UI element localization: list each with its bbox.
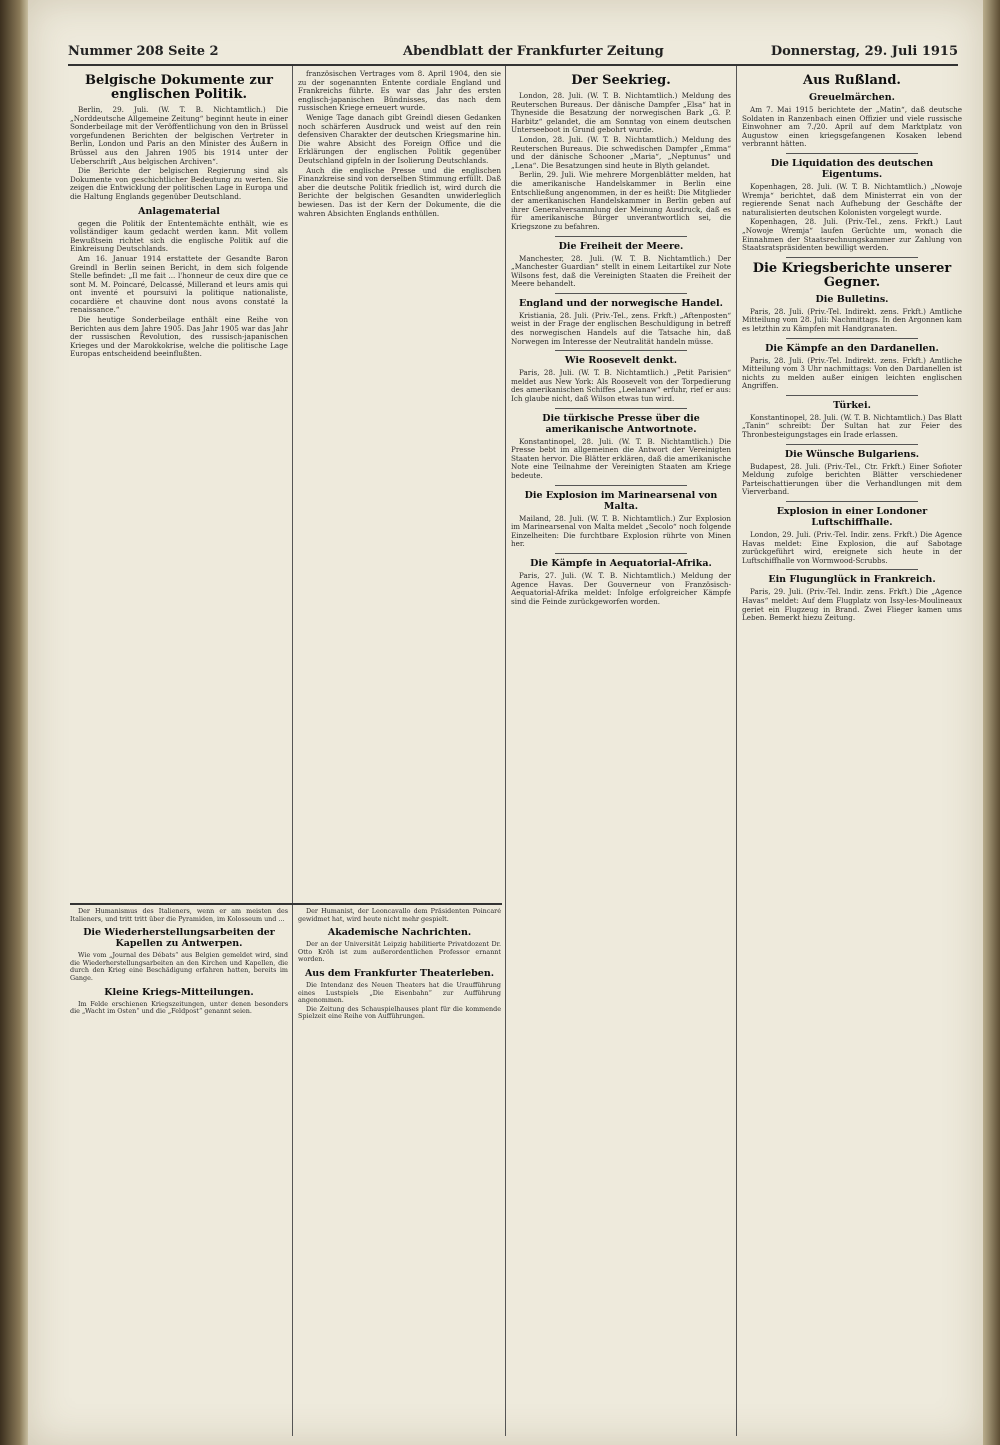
article-paragraph: Konstantinopel, 28. Juli. (W. T. B. Nichtamtlich.) Die Presse bebt im allgemeinen die Antwort der Vereinigten Staaten hervor. Die Blätter erklären, daß die amerikanische Note eine Teilnahme der Vereinigten Staaten am Kriege bedeute.	[511, 436, 731, 480]
column-rule	[505, 66, 506, 1436]
divider	[555, 293, 687, 294]
article-aus-russland	[742, 70, 962, 1380]
article-paragraph: Wenige Tage danach gibt Greindl diesen Gedanken noch schärferen Ausdruck und weist auf den rein defensiven Charakter der deutschen Kriegsmarine hin. Die wahre Absicht des Foreign Office und die Erklärungen der englischen Politik gegenüber Deutschland gipfeln in der Isolierung Deutschlands.	[298, 112, 501, 165]
column-rule	[292, 66, 293, 1436]
article-heading: Aus Rußland.	[803, 73, 901, 88]
article-paragraph: Im Felde erschienen Kriegszeitungen, unter denen besonders die „Wacht im Osten“ und die „Feldpost“ genannt seien.	[70, 999, 288, 1016]
divider	[786, 395, 918, 396]
article-subheading: Ein Flugunglück in Frankreich.	[768, 574, 936, 586]
divider	[786, 569, 918, 570]
article-paragraph: gegen die Politik der Ententemächte enthält, wie es vollständiger kaum gedacht werden kann. Mit vollem Bewußtsein richtet sich die englische Politik auf die Einkreisung Deutschlands.	[70, 218, 288, 254]
divider	[786, 501, 918, 502]
divider	[786, 257, 918, 258]
divider	[555, 485, 687, 486]
article-subheading: Die Liquidation des deutschen Eigentums.	[770, 157, 934, 180]
section-rule	[70, 903, 502, 905]
article-paragraph: Manchester, 28. Juli. (W. T. B. Nichtamtlich.) Der „Manchester Guardian“ stellt in einem Leitartikel zur Note Wilsons fest, daß die Vereinigten Staaten die Freiheit der Meere behandelt.	[511, 253, 731, 289]
article-subheading: Die Kämpfe an den Dardanellen.	[765, 342, 939, 354]
article-subheading: Die Wiederherstellungsarbeiten der Kapellen zu Antwerpen.	[83, 927, 275, 950]
article-paragraph: Die heutige Sonderbeilage enthält eine Reihe von Berichten aus dem Jahre 1905. Das Jahr 1905 war das Jahr der russischen Revolution, des russisch-japanischen Krieges und der Marokkokrise, welche die politische Lage Europas entscheidend beeinflußten.	[70, 315, 288, 359]
issue-date: Donnerstag, 29. Juli 1915	[770, 44, 958, 59]
article-subheading: Greuelmärchen.	[809, 92, 895, 103]
article-paragraph: Die Zeitung des Schauspielhauses plant für die kommende Spielzeit eine Reihe von Aufführungen.	[298, 1004, 501, 1021]
feuilleton-left	[70, 908, 288, 1378]
article-subheading: Die Freiheit der Meere.	[558, 240, 684, 252]
article-paragraph: Am 7. Mai 1915 berichtete der „Matin“, daß deutsche Soldaten in Ranzenbach einen Offizier und viele russische Einwohner am 7./20. April auf dem Marktplatz von Augustow einen kriegsgefangenen Kosaken lebend verbrannt hätten.	[742, 105, 962, 149]
article-belgische-dokumente	[70, 70, 288, 900]
article-subheading: Wie Roosevelt denkt.	[564, 355, 678, 367]
article-paragraph: Paris, 29. Juli. (Priv.-Tel. Indir. zens. Frkft.) Die „Agence Havas“ meldet: Auf dem Flugplatz von Issy-les-Moulineaux geriet ein Flugzeug in Brand. Zwei Flieger kamen ums Leben. Bemerkt hiezu Zeitung.	[742, 587, 962, 623]
divider	[555, 236, 687, 237]
article-paragraph: London, 28. Juli. (W. T. B. Nichtamtlich.) Meldung des Reuterschen Bureaus. Die schwedischen Dampfer „Emma“ und der dänische Schooner „Maria“, „Neptunus“ und „Lena“. Die Besatzungen sind heute in Blyth gelandet.	[511, 134, 731, 170]
article-subheading: Kleine Kriegs-Mitteilungen.	[104, 986, 254, 998]
page-edge	[983, 0, 1000, 1445]
divider	[786, 444, 918, 445]
article-subheading: Die türkische Presse über die amerikanische Antwortnote.	[542, 412, 700, 435]
article-paragraph: Berlin, 29. Juli. (W. T. B. Nichtamtlich.) Die „Norddeutsche Allgemeine Zeitung“ beginnt heute in einer Sonderbeilage mit der Veröffentlichung von den in Brüssel vorgefundenen Berichten der belgischen Vertreter in Berlin, London und Paris an den Minister des Äußern in Brüssel aus den Jahren 1905 bis 1914 unter der Ueberschrift „Aus belgischen Archiven“.	[70, 105, 288, 166]
article-paragraph: Der Humanismus des Italieners, wenn er am meisten des Italieners, und tritt tritt über die Pyramiden, im Kolosseum und ...	[70, 908, 288, 923]
article-heading: Der Seekrieg.	[571, 73, 671, 88]
article-paragraph: Kristiania, 28. Juli. (Priv.-Tel., zens. Frkft.) „Aftenposten“ weist in der Frage der englischen Beschuldigung in betreff des norwegischen Handels auf die Tatsache hin, daß Norwegen im Interesse der Neutralität handeln müsse.	[511, 310, 731, 346]
article-paragraph: Paris, 27. Juli. (W. T. B. Nichtamtlich.) Meldung der Agence Havas. Der Gouverneur von Französisch-Aequatorial-Afrika meldet: Infolge erfolgreicher Kämpfe sind die Feinde zurückgeworfen worden.	[511, 570, 731, 606]
divider	[786, 153, 918, 154]
article-subheading: Die Kämpfe in Aequatorial-Afrika.	[530, 557, 712, 569]
article-paragraph: Paris, 28. Juli. (Priv.-Tel. Indirekt. zens. Frkft.) Amtliche Mitteilung vom 3 Uhr nachmittags: Von den Dardanellen ist nichts zu melden außer einigen leichten englischen Angriffen.	[742, 355, 962, 391]
article-paragraph: London, 29. Juli. (Priv.-Tel. Indir. zens. Frkft.) Die Agence Havas meldet: Eine Explosion, die auf Sabotage zurückgeführt wird, ereignete sich heute in der Luftschiffhalle von Wormwood-Scrubbs.	[742, 530, 962, 565]
article-subheading: Akademische Nachrichten.	[327, 927, 472, 939]
article-paragraph: Budapest, 28. Juli. (Priv.-Tel., Ctr. Frkft.) Einer Sofioter Meldung zufolge berichten Blätter verschiedener Parteischattierungen über die Verhandlungen mit dem Vierverband.	[742, 461, 962, 497]
article-subheading: Aus dem Frankfurter Theaterleben.	[304, 967, 495, 979]
article-paragraph: Kopenhagen, 28. Juli. (W. T. B. Nichtamtlich.) „Nowoje Wremja“ berichtet, daß dem Ministerrat ein von der regierende Senat nach Aufhebung der Geschäfte der naturalisierten deutschen Kolonisten vorgelegt wurde.	[742, 181, 962, 217]
article-paragraph: Paris, 28. Juli. (W. T. B. Nichtamtlich.) „Petit Parisien“ meldet aus New York: Als Roosevelt von der Torpedierung des amerikanischen Schiffes „Leelanaw“ erfuhr, rief er aus: Ich glaube nicht, daß Wilson etwas tun wird.	[511, 368, 731, 404]
divider	[555, 350, 687, 351]
article-paragraph: Die Intendanz des Neuen Theaters hat die Uraufführung eines Lustspiels „Die Eisenbahn“ zur Aufführung angenommen.	[298, 980, 501, 1005]
article-subheading: Die Wünsche Bulgariens.	[784, 448, 920, 460]
article-paragraph: Der an der Universität Leipzig habilitierte Privatdozent Dr. Otto Kröh ist zum außerordentlichen Professor ernannt worden.	[298, 940, 501, 964]
newspaper-title: Abendblatt der Frankfurter Zeitung	[403, 44, 664, 59]
article-paragraph: Berlin, 29. Juli. Wie mehrere Morgenblätter melden, hat die amerikanische Handelskammer in Berlin eine Entschließung angenommen, in der es heißt: Die Mitglieder der amerikanischen Handelskammer in Berlin geben auf ihrer Generalversammlung der Meinung Ausdruck, daß es für amerikanische Bürger unverantwortlich sei, die Kriegszone zu befahren.	[511, 170, 731, 231]
article-subheading: Explosion in einer Londoner Luftschiffhalle.	[776, 506, 928, 529]
divider	[555, 553, 687, 554]
article-subheading: England und der norwegische Handel.	[519, 297, 723, 309]
article-heading: Die Kriegsberichte unserer Gegner.	[752, 260, 952, 290]
article-paragraph: Wie vom „Journal des Débats“ aus Belgien gemeldet wird, sind die Wiederherstellungsarbeiten an den Kirchen und Kapellen, die durch den Krieg eine Beschädigung erfahren hatten, bereits im Gange.	[70, 951, 288, 982]
article-paragraph: Paris, 28. Juli. (Priv.-Tel. Indirekt. zens. Frkft.) Amtliche Mitteilung vom 28. Juli: Nachmittags. In den Argonnen kam es letzthin zu Kämpfen mit Handgranaten.	[742, 306, 962, 333]
issue-number: Nummer 208 Seite 2	[68, 44, 219, 59]
article-paragraph: Kopenhagen, 28. Juli. (Priv.-Tel., zens. Frkft.) Laut „Nowoje Wremja“ laufen Gerüchte um, wonach die Einnahmen der Staatsrechnungskammer zur Zahlung von Staatsratspräsidenten bewilligt werden.	[742, 217, 962, 253]
masthead	[68, 44, 958, 66]
article-paragraph: Auch die englische Presse und die englischen Finanzkreise sind von derselben Stimmung erfüllt. Daß aber die deutsche Politik friedlich ist, wird durch die Berichte der belgischen Gesandten unwiderleglich bewiesen. Das ist der Kern der Dokumente, die die wahren Absichten Englands enthüllen.	[298, 165, 501, 218]
article-subheading: Die Explosion im Marinearsenal von Malta.	[524, 489, 718, 512]
article-subheading: Anlagematerial	[138, 205, 220, 217]
column-rule	[736, 66, 737, 1436]
article-paragraph: Die Berichte der belgischen Regierung sind als Dokumente von geschichtlicher Bedeutung zu werten. Sie zeigen die Entwicklung der politischen Lage in Europa und die Haltung Englands gegenüber Deutschland.	[70, 166, 288, 201]
article-subheading: Die Bulletins.	[815, 293, 889, 305]
article-continuation	[298, 70, 501, 900]
article-seekrieg	[511, 70, 731, 1380]
divider	[786, 338, 918, 339]
divider	[555, 408, 687, 409]
article-paragraph: Der Humanist, der Leoncavallo dem Präsidenten Poincaré gewidmet hat, wird heute nicht mehr gespielt.	[298, 908, 501, 923]
article-heading: Belgische Dokumente zur englischen Politik.	[84, 73, 274, 102]
article-paragraph: London, 28. Juli. (W. T. B. Nichtamtlich.) Meldung des Reuterschen Bureaus. Der dänische Dampfer „Elsa“ hat in Thyneside die Besatzung der norwegischen Bark „G. P. Harbitz“ gelandet, die am Sonntag von einem deutschen Unterseeboot in Grund gebohrt wurde.	[511, 91, 731, 135]
feuilleton-middle	[298, 908, 501, 1378]
article-paragraph: Am 16. Januar 1914 erstattete der Gesandte Baron Greindl in Berlin seinen Bericht, in dem sich folgende Stelle befindet: „Il me fait ... l'honneur de ceux dire que ce sont M. M. Poincaré, Delcassé, Millerand et leurs amis qui ont inventé et poursuivi la politique nationaliste, cocardière et chauvine dont nous avons constaté la renaissance.“	[70, 253, 288, 315]
article-paragraph: Konstantinopel, 28. Juli. (W. T. B. Nichtamtlich.) Das Blatt „Tanin“ schreibt: Der Sultan hat zur Feier des Thronbesteigungstages ein Irade erlassen.	[742, 412, 962, 440]
article-subheading: Türkei.	[833, 399, 871, 411]
article-paragraph: Mailand, 28. Juli. (W. T. B. Nichtamtlich.) Zur Explosion im Marinearsenal von Malta meldet „Secolo“ noch folgende Einzelheiten: Die furchtbare Explosion rührte von Minen her.	[511, 513, 731, 549]
article-paragraph: französischen Vertrages vom 8. April 1904, den sie zu der sogenannten Entente cordiale England und Frankreichs führte. Es war das Jahr des ersten englisch-japanischen Bündnisses, das nach dem russischen Kriege erneuert wurde.	[298, 70, 501, 113]
book-binding	[0, 0, 28, 1445]
